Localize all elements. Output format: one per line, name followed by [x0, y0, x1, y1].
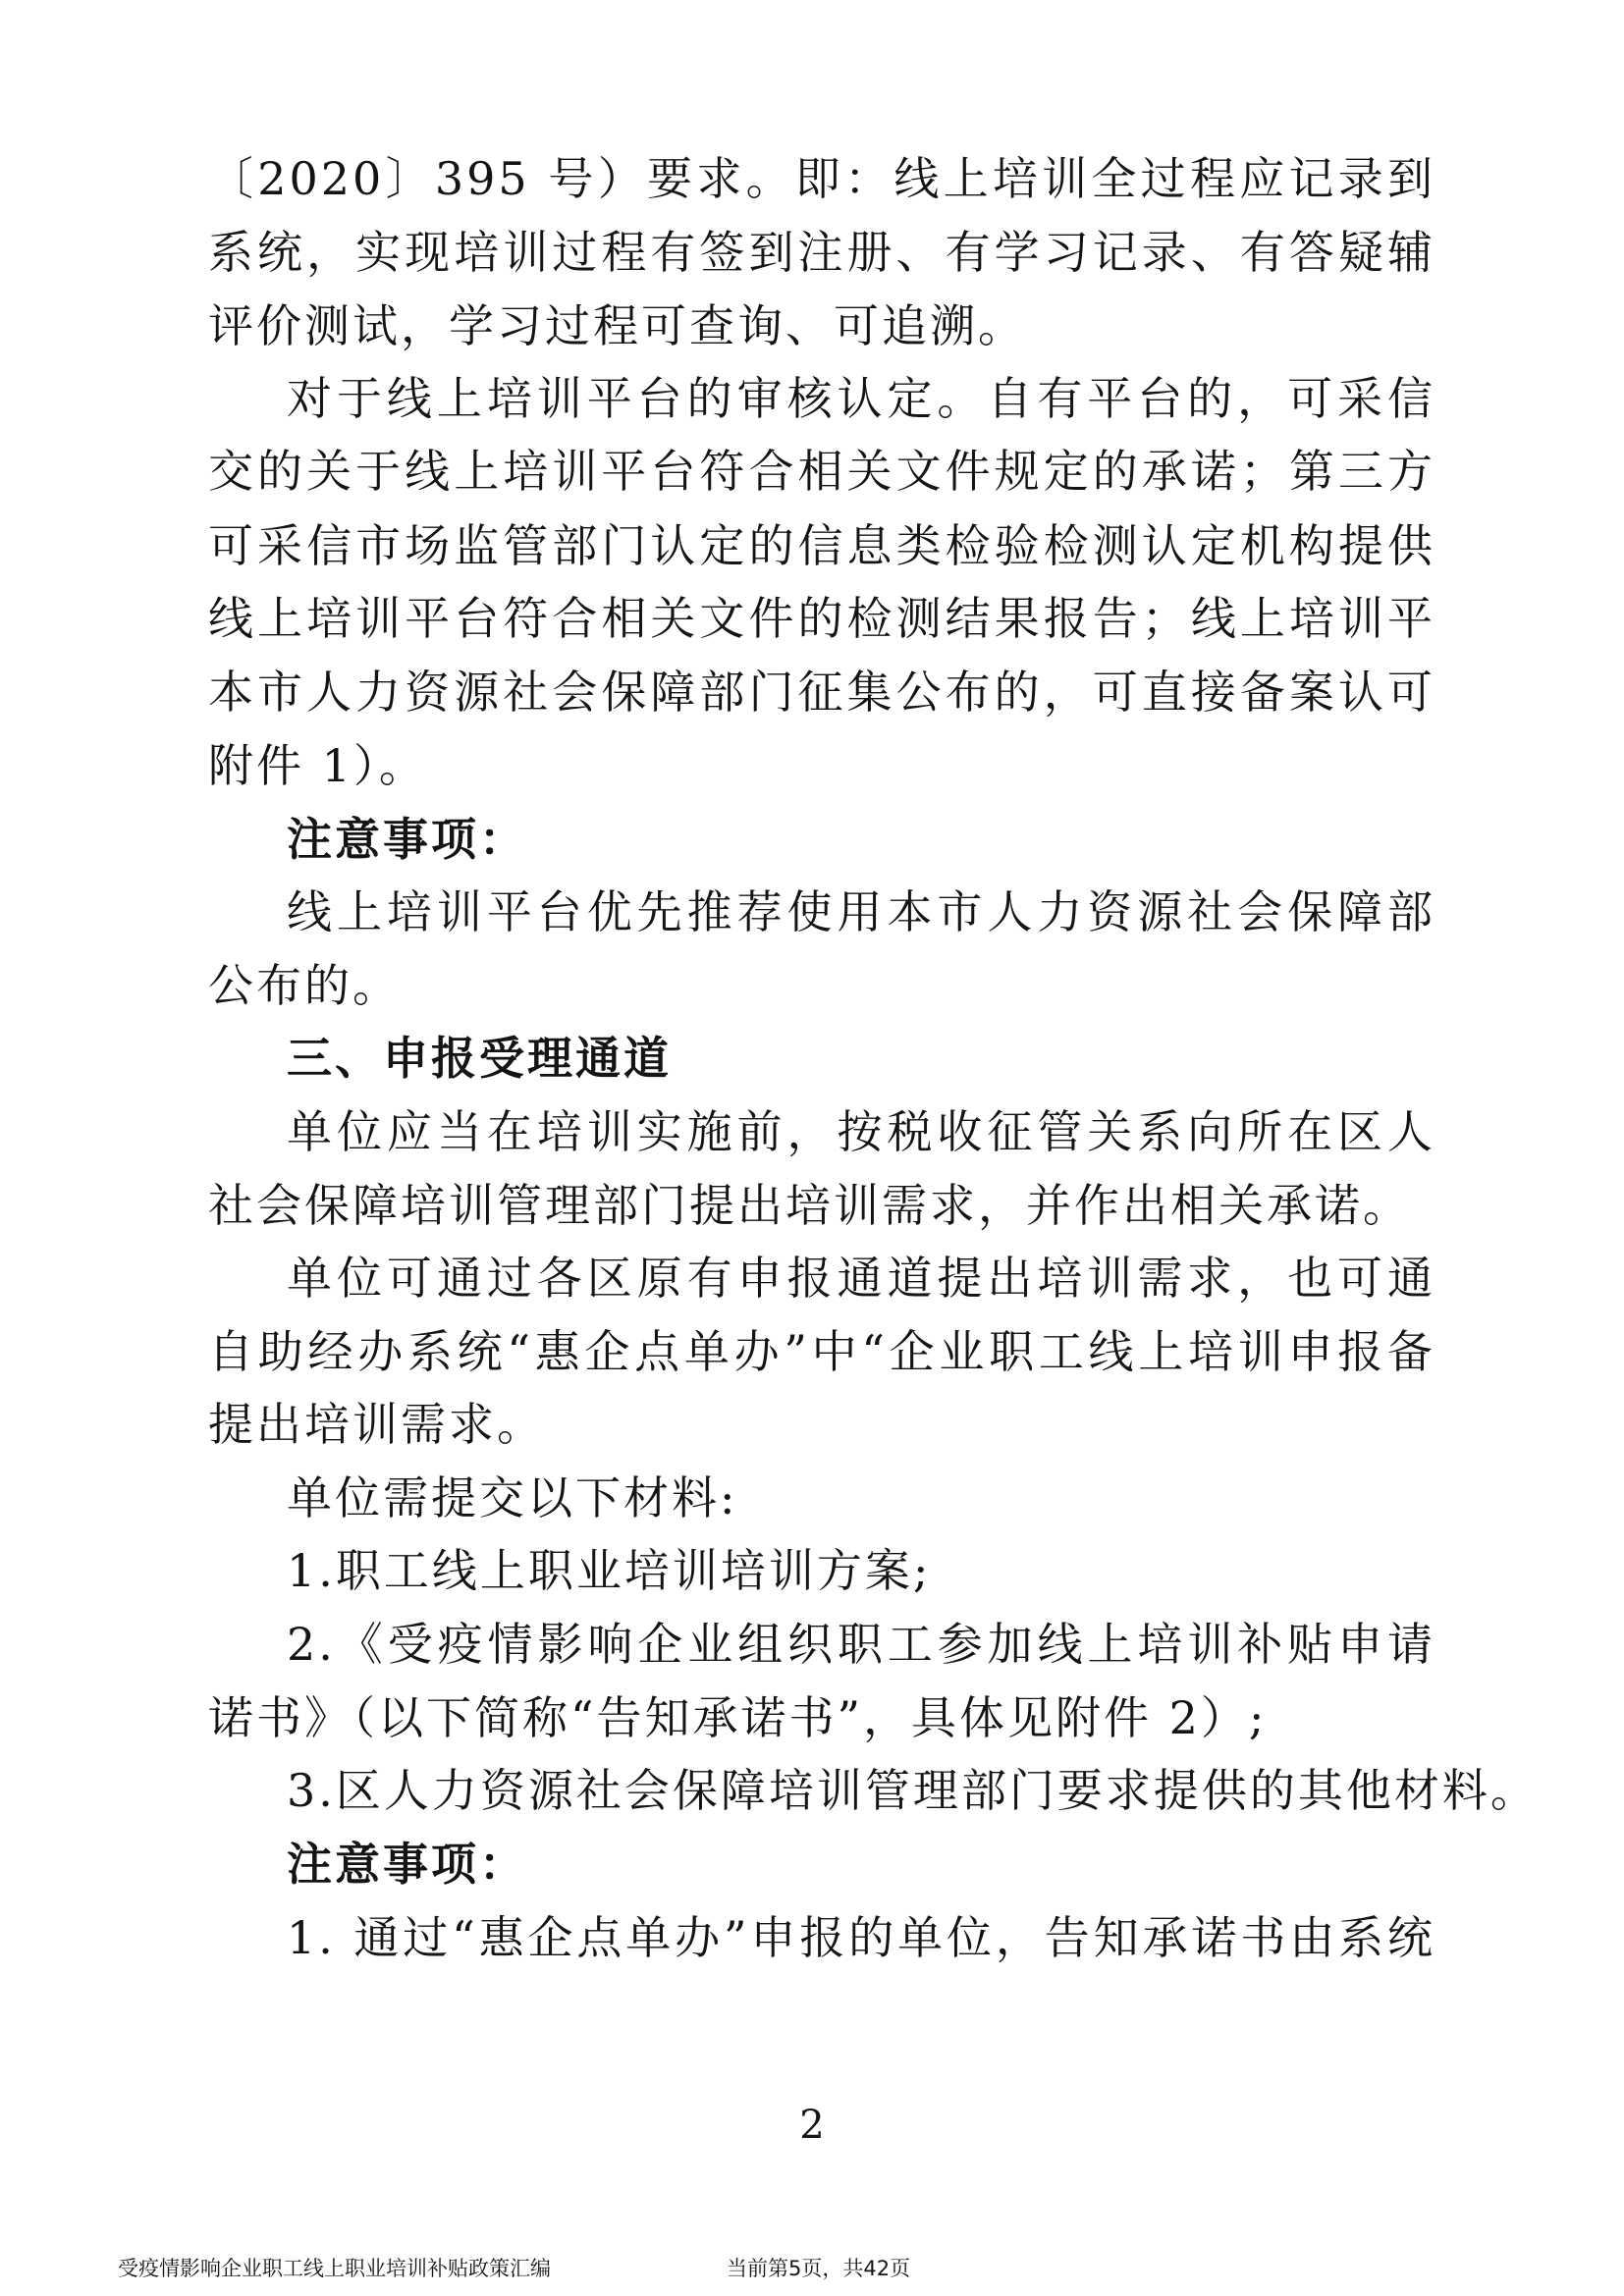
paragraph-line: 社会保障培训管理部门提出培训需求，并作出相关承诺。	[208, 1179, 1411, 1232]
paragraph-line: 单位应当在培训实施前，按税收征管关系向所在区人	[287, 1105, 1435, 1158]
paragraph-line: 公布的。	[208, 959, 401, 1012]
page-number: 2	[799, 2103, 825, 2148]
paragraph-line: 可采信市场监管部门认定的信息类检验检测认定机构提供	[208, 519, 1435, 572]
paragraph-line: 交的关于线上培训平台符合相关文件规定的承诺；第三方	[208, 445, 1435, 498]
section-note-heading: 注意事项：	[287, 1838, 527, 1891]
paragraph-line: 提出培训需求。	[208, 1398, 545, 1451]
section-note-heading: 注意事项：	[287, 813, 527, 866]
list-item: 3.区人力资源社会保障培训管理部门要求提供的其他材料。	[287, 1764, 1539, 1817]
section-heading: 三、申报受理通道	[287, 1032, 672, 1085]
footer-document-title: 受疫情影响企业职工线上职业培训补贴政策汇编	[118, 2257, 551, 2280]
list-intro: 单位需提交以下材料:	[287, 1471, 738, 1524]
paragraph-line: 附件 1）。	[208, 739, 427, 792]
paragraph-line: 1. 通过“惠企点单办”申报的单位，告知承诺书由系统	[287, 1911, 1435, 1964]
paragraph-line: 自助经办系统“惠企点单办”中“企业职工线上培训申报备	[208, 1325, 1435, 1378]
paragraph-line: 单位可通过各区原有申报通道提出培训需求，也可通	[287, 1252, 1435, 1305]
paragraph-line: 本市人力资源社会保障部门征集公布的，可直接备案认可	[208, 666, 1435, 719]
paragraph-line: 〔2020〕395 号）要求。即：线上培训全过程应记录到	[208, 152, 1435, 205]
list-item-continuation: 诺书》（以下简称“告知承诺书”，具体见附件 2）;	[208, 1691, 1268, 1744]
footer-page-info: 当前第5页，共42页	[727, 2257, 911, 2280]
list-item: 2.《受疫情影响企业组织职工参加线上培训补贴申请	[287, 1618, 1435, 1671]
list-item: 1.职工线上职业培训培训方案;	[287, 1544, 932, 1597]
paragraph-line: 线上培训平台符合相关文件的检测结果报告；线上培训平	[208, 592, 1435, 645]
paragraph-line: 线上培训平台优先推荐使用本市人力资源社会保障部	[287, 885, 1435, 938]
paragraph-line: 评价测试，学习过程可查询、可追溯。	[208, 299, 1026, 352]
paragraph-line: 对于线上培训平台的审核认定。自有平台的，可采信	[287, 372, 1435, 425]
paragraph-line: 系统，实现培训过程有签到注册、有学习记录、有答疑辅	[208, 226, 1435, 279]
